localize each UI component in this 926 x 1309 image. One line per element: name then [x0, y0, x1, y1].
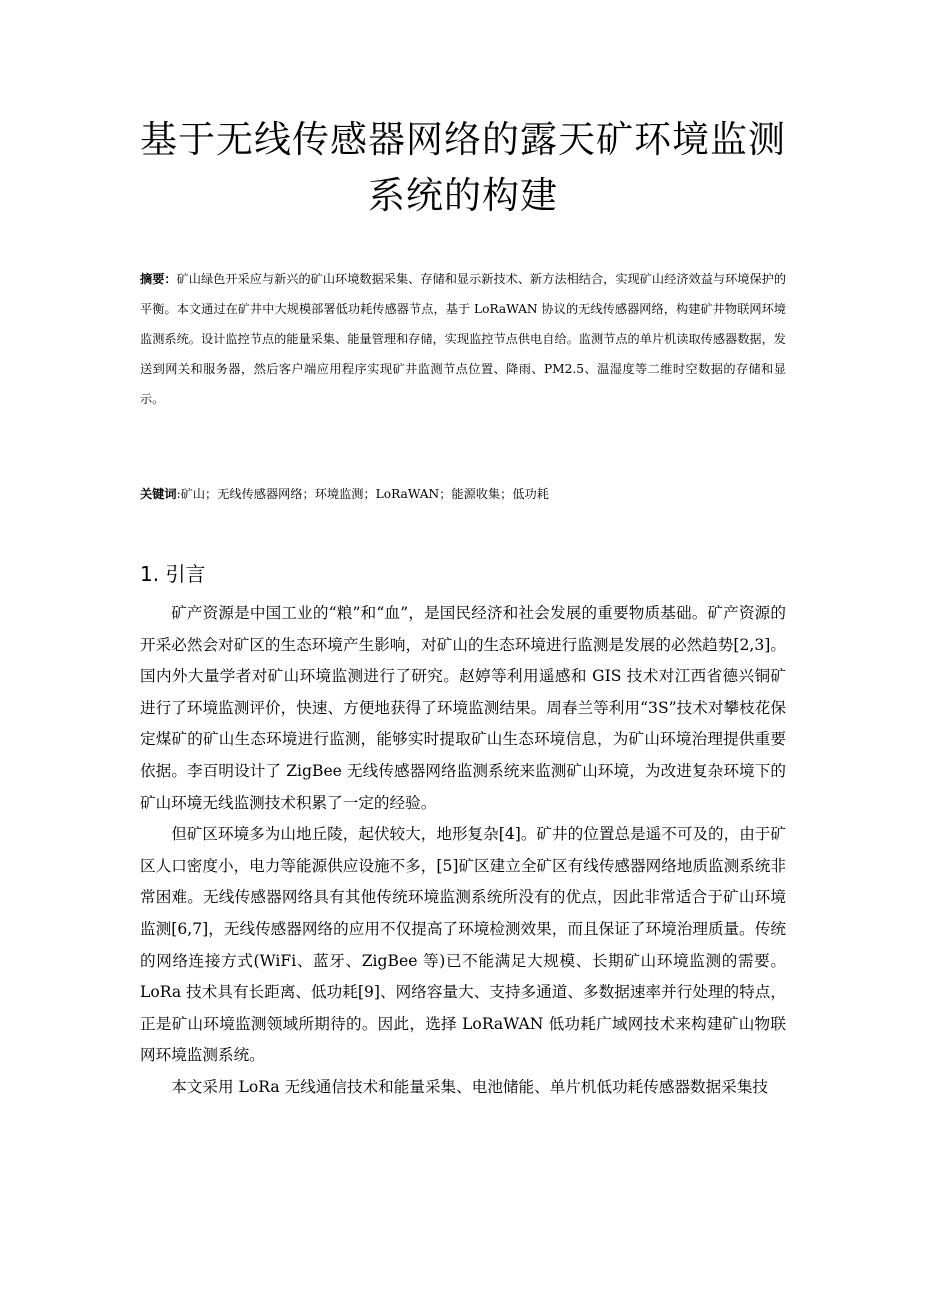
abstract-label: 摘要： [140, 272, 177, 286]
body-paragraph: 矿产资源是中国工业的“粮”和“血”，是国民经济和社会发展的重要物质基础。矿产资源的开采必然会对矿区的生态环境产生影响，对矿山的生态环境进行监测是发展的必然趋势[2,3]。国内外大量学者对矿山环境监测进行了研究。赵婷等利用遥感和 GIS 技术对江西省德兴铜矿进行了环境监测评价，快速、方便地获得了环境监测结果。周春兰等利用“3S”技术对攀枝花保定煤矿的矿山生态环境进行监测，能够实时提取矿山生态环境信息，为矿山环境治理提供重要依据。李百明设计了 ZigBee 无线传感器网络监测系统来监测矿山环境，为改进复杂环境下的矿山环境无线监测技术积累了一定的经验。 [140, 604, 786, 812]
body-paragraph: 但矿区环境多为山地丘陵，起伏较大，地形复杂[4]。矿井的位置总是遥不可及的，由于矿区人口密度小，电力等能源供应设施不多，[5]矿区建立全矿区有线传感器网络地质监测系统非常困难。无线传感器网络具有其他传统环境监测系统所没有的优点，因此非常适合于矿山环境监测[6,7]，无线传感器网络的应用不仅提高了环境检测效果，而且保证了环境治理质量。传统的网络连接方式(WiFi、蓝牙、ZigBee 等)已不能满足大规模、长期矿山环境监测的需要。LoRa 技术具有长距离、低功耗[9]、网络容量大、支持多通道、多数据速率并行处理的特点，正是矿山环境监测领域所期待的。因此，选择 LoRaWAN 低功耗广域网技术来构建矿山物联网环境监测系统。 [140, 825, 786, 1065]
abstract [140, 264, 786, 414]
abstract-text: 矿山绿色开采应与新兴的矿山环境数据采集、存储和显示新技术、新方法相结合，实现矿山经济效益与环境保护的平衡。本文通过在矿井中大规模部署低功耗传感器节点，基于 LoRaWAN 协议的无线传感器网络，构建矿井物联网环境监测系统。设计监控节点的能量采集、能量管理和存储，实现监控节点供电自给。监测节点的单片机读取传感器数据，发送到网关和服务器，然后客户端应用程序实现矿井监测节点位置、降雨、PM2.5、温湿度等二维时空数据的存储和显示。 [140, 272, 787, 406]
keywords-label: 关键词 [140, 487, 177, 501]
body-paragraph: 本文采用 LoRa 无线通信技术和能量采集、电池储能、单片机低功耗传感器数据采集技 [171, 1077, 769, 1096]
keywords-text: 矿山；无线传感器网络；环境监测；LoRaWAN；能源收集；低功耗 [180, 487, 549, 501]
section-heading-introduction: 1. 引言 [140, 562, 206, 586]
paper-title: 基于无线传感器网络的露天矿环境监测系统的构建 [140, 118, 786, 217]
section-body [140, 598, 786, 1104]
keywords-separator: : [176, 487, 181, 501]
keywords [140, 484, 786, 504]
